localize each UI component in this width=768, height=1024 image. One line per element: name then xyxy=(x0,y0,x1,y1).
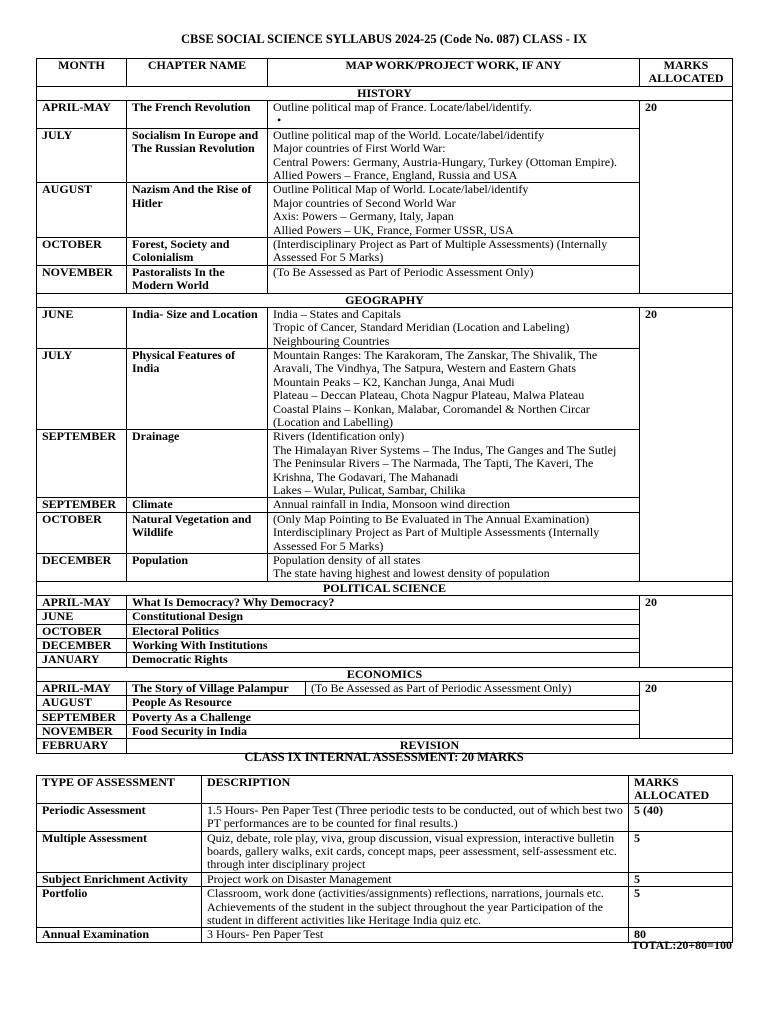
month-cell: JANUARY xyxy=(37,653,127,667)
map-line: The Peninsular Rivers – The Narmada, The Tapti, The Kaveri, The Krishna, The Godavari, The Mahanadi xyxy=(273,456,594,484)
chapter-cell: People As Resource xyxy=(127,696,640,710)
section-geography: GEOGRAPHY xyxy=(37,293,733,307)
total-marks: TOTAL:20+80=100 xyxy=(631,938,732,952)
map-line: Tropic of Cancer, Standard Meridian (Location and Labeling) xyxy=(273,320,570,335)
month-cell: JUNE xyxy=(37,307,127,348)
month-cell: SEPTEMBER xyxy=(37,710,127,724)
page-title: CBSE SOCIAL SCIENCE SYLLABUS 2024-25 (Code No. 087) CLASS - IX xyxy=(181,32,587,46)
chapter-cell: Physical Features of India xyxy=(127,348,268,429)
chapter-cell: Food Security in India xyxy=(127,725,640,739)
assessment-marks: 80 xyxy=(629,928,733,942)
month-cell: DECEMBER xyxy=(37,554,127,582)
chapter-cell: Democratic Rights xyxy=(127,653,640,667)
marks-history: 20 xyxy=(640,101,733,294)
month-cell: AUGUST xyxy=(37,183,127,238)
month-cell: OCTOBER xyxy=(37,512,127,553)
map-line: The state having highest and lowest density of population xyxy=(273,566,550,581)
assessment-marks: 5 xyxy=(629,887,733,928)
map-line: Interdisciplinary Project as Part of Multiple Assessments (Internally Assessed For 5 Marks) xyxy=(273,525,600,553)
map-cell xyxy=(268,554,640,582)
assessment-type: Subject Enrichment Activity xyxy=(37,872,202,886)
section-economics: ECONOMICS xyxy=(37,667,733,681)
assessment-description: Project work on Disaster Management xyxy=(202,872,629,886)
map-line: India – States and Capitals xyxy=(273,306,401,321)
month-cell: APRIL-MAY xyxy=(37,681,127,695)
assessment-type: Periodic Assessment xyxy=(37,803,202,831)
chapter-cell: What Is Democracy? Why Democracy? xyxy=(127,595,640,609)
map-line: Major countries of Second World War xyxy=(273,195,456,210)
map-line: Population density of all states xyxy=(273,553,421,567)
bullet-point: • xyxy=(277,113,282,128)
chapter-cell: Drainage xyxy=(127,430,268,498)
marks-geography: 20 xyxy=(640,307,733,581)
map-line: Central Powers: Germany, Austria-Hungary, Turkey (Ottoman Empire). xyxy=(273,154,618,169)
map-line: (Only Map Pointing to Be Evaluated in The Annual Examination) xyxy=(273,511,590,526)
map-line: The Himalayan River Systems – The Indus, The Ganges and The Sutlej xyxy=(273,442,617,457)
chapter-cell: Population xyxy=(127,554,268,582)
map-line: Outline political map of France. Locate/label/identify. xyxy=(273,100,532,114)
chapter-cell: Natural Vegetation and Wildlife xyxy=(127,512,268,553)
month-cell: AUGUST xyxy=(37,696,127,710)
section-political-science: POLITICAL SCIENCE xyxy=(37,581,733,595)
chapter-cell: Poverty As a Challenge xyxy=(127,710,640,724)
chapter-cell: Constitutional Design xyxy=(127,610,640,624)
assessment-marks: 5 (40) xyxy=(629,803,733,831)
assessment-note: (To Be Assessed as Part of Periodic Assessment Only) xyxy=(305,682,634,695)
month-cell: SEPTEMBER xyxy=(37,430,127,498)
map-line: Mountain Ranges: The Karakoram, The Zanskar, The Shivalik, The Aravali, The Vindhya, The Satpura, Western and Eastern Ghats xyxy=(273,347,598,376)
internal-assessment-title: CLASS IX INTERNAL ASSESSMENT: 20 MARKS xyxy=(244,750,524,764)
map-cell xyxy=(268,101,640,129)
chapter-cell: Nazism And the Rise of Hitler xyxy=(127,183,268,238)
map-cell xyxy=(268,307,640,348)
assessment-marks: 5 xyxy=(629,872,733,886)
chapter-cell xyxy=(127,681,640,695)
map-line: Allied Powers – UK, France, Former USSR, USA xyxy=(273,222,514,237)
chapter-cell: Pastoralists In the Modern World xyxy=(127,265,268,293)
map-line: Plateau – Deccan Plateau, Chota Nagpur Plateau, Malwa Plateau xyxy=(273,388,585,403)
month-cell: APRIL-MAY xyxy=(37,101,127,129)
chapter-cell: Working With Institutions xyxy=(127,639,640,653)
chapter-name: The Story of Village Palampur xyxy=(132,680,289,695)
month-cell: FEBRUARY xyxy=(37,739,127,753)
map-line: Outline Political Map of World. Locate/label/identify xyxy=(273,182,529,197)
assessment-description: 3 Hours- Pen Paper Test xyxy=(202,928,629,942)
month-cell: OCTOBER xyxy=(37,624,127,638)
section-history: HISTORY xyxy=(37,87,733,101)
map-cell xyxy=(268,128,640,183)
assessment-table xyxy=(36,775,733,943)
month-cell: NOVEMBER xyxy=(37,725,127,739)
map-line: Lakes – Wular, Pulicat, Sambar, Chilika xyxy=(273,482,466,497)
syllabus-table xyxy=(36,58,733,754)
month-cell: APRIL-MAY xyxy=(37,595,127,609)
map-line: Outline political map of the World. Locate/label/identify xyxy=(273,127,545,142)
map-line: Major countries of First World War: xyxy=(273,141,446,156)
marks-economics: 20 xyxy=(640,681,733,739)
header-description: DESCRIPTION xyxy=(202,776,629,804)
map-cell xyxy=(268,183,640,238)
header-chapter: CHAPTER NAME xyxy=(127,59,268,87)
map-line: Rivers (Identification only) xyxy=(273,429,405,444)
assessment-description: 1.5 Hours- Pen Paper Test (Three periodic tests to be conducted, out of which best two PT performances are to be counted for final results.) xyxy=(202,803,629,831)
chapter-cell: Climate xyxy=(127,498,268,512)
month-cell: OCTOBER xyxy=(37,238,127,266)
header-type: TYPE OF ASSESSMENT xyxy=(37,776,202,804)
header-marks: MARKS ALLOCATED xyxy=(640,59,733,87)
month-cell: JULY xyxy=(37,348,127,429)
map-cell xyxy=(268,348,640,429)
month-cell: SEPTEMBER xyxy=(37,498,127,512)
chapter-cell: India- Size and Location xyxy=(127,307,268,348)
map-line: Neighbouring Countries xyxy=(273,333,390,348)
marks-political-science: 20 xyxy=(640,595,733,667)
header-marks-allocated: MARKS ALLOCATED xyxy=(629,776,733,804)
map-line: Coastal Plains – Konkan, Malabar, Coromandel & Northen Circar (Location and Labelling) xyxy=(273,401,590,429)
assessment-marks: 5 xyxy=(629,831,733,872)
map-cell xyxy=(268,512,640,553)
chapter-cell: The French Revolution xyxy=(127,101,268,129)
map-line: Mountain Peaks – K2, Kanchan Junga, Anai Mudi xyxy=(273,374,515,389)
header-map-work: MAP WORK/PROJECT WORK, IF ANY xyxy=(268,59,640,87)
chapter-cell: Forest, Society and Colonialism xyxy=(127,238,268,266)
month-cell: JUNE xyxy=(37,610,127,624)
month-cell: JULY xyxy=(37,128,127,183)
chapter-cell: Socialism In Europe and The Russian Revolution xyxy=(127,128,268,183)
map-cell: (Interdisciplinary Project as Part of Multiple Assessments) (Internally Assessed For 5 Marks) xyxy=(268,238,640,266)
map-line: Allied Powers – France, England, Russia and USA xyxy=(273,168,518,183)
month-cell: DECEMBER xyxy=(37,639,127,653)
map-cell: (To Be Assessed as Part of Periodic Assessment Only) xyxy=(268,265,640,293)
map-cell xyxy=(268,430,640,498)
month-cell: NOVEMBER xyxy=(37,265,127,293)
map-cell: Annual rainfall in India, Monsoon wind direction xyxy=(268,498,640,512)
assessment-description: Classroom, work done (activities/assignments) reflections, narrations, journals etc. Achievements of the student in the subject throughout the year Participation of the student in different activities like Heritage India quiz etc. xyxy=(202,887,629,928)
assessment-type: Annual Examination xyxy=(37,928,202,942)
chapter-cell: Electoral Politics xyxy=(127,624,640,638)
revision-label: REVISION xyxy=(127,739,733,753)
header-month: MONTH xyxy=(37,59,127,87)
assessment-type: Multiple Assessment xyxy=(37,831,202,872)
assessment-description: Quiz, debate, role play, viva, group discussion, visual expression, interactive bulletin boards, gallery walks, exit cards, concept maps, peer assessment, self-assessment etc. through inter disciplinary project xyxy=(202,831,629,872)
map-line: Axis: Powers – Germany, Italy, Japan xyxy=(273,209,454,224)
assessment-type: Portfolio xyxy=(37,887,202,928)
